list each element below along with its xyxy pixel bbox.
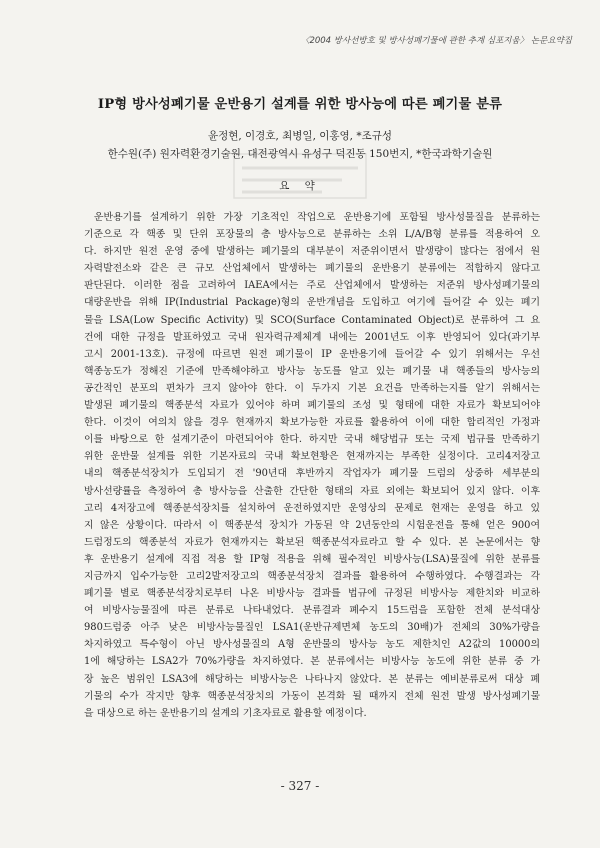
abstract-line: 을 대상으로 하는 운반용기의 설계의 기초자료로 활용할 예정이다.: [84, 707, 367, 719]
abstract-line: 지금까지 입수가능한 고리2발저장고의 핵종분석장치 결과를 활용하여 수행하였다. 수행결과는 각: [84, 570, 540, 582]
abstract-line: 물을 LSA(Low Specific Activity) 및 SCO(Surface Contaminated Object)로 분류하여 그 요: [84, 314, 540, 326]
author-list: 윤정현, 이경호, 최병일, 이홍영, *조규성: [207, 130, 393, 142]
abstract-line: 건에 대한 규정을 발표하였고 국내 원자력규제체계 내에는 2001년도 이후 반영되어 있다(과기부: [84, 331, 540, 343]
abstract-line: 차지하였고 특수형이 아닌 방사성물질의 A형 운반물의 방사능 농도 제한치인 A2값의 10000의: [84, 639, 540, 651]
abstract-line: 이를 바탕으로 한 설계기준이 마련되어야 한다. 하지만 국내 해당법규 또는 국제 법규를 만족하기: [84, 434, 540, 446]
abstract-heading: 요 약: [279, 180, 321, 192]
abstract-line: 980드럼중 아주 낮은 비방사능물질인 LSA1(운반규제면체 농도의 30배)가 전체의 30%가량을: [84, 622, 540, 634]
running-header: 〈2004 방사선방호 및 방사성폐기물에 관한 추계 심포지움〉 논문요약집: [300, 36, 572, 46]
author-affiliations: 한수원(주) 원자력환경기술원, 대전광역시 유성구 덕진동 150번지, *한국과학기술원: [107, 148, 493, 160]
abstract-line: 다. 하지만 원전 운영 중에 발생하는 폐기물의 대부분이 저준위이면서 발생량이 많다는 점에서 원: [84, 246, 540, 258]
abstract-line: 위한 운반물 설계를 위한 기본자료의 국내 확보현황은 현재까지는 부족한 실정이다. 고리4저장고: [84, 451, 540, 463]
abstract-line: 장 높은 범위인 LSA3에 해당하는 비방사능은 나타나지 않았다. 본 분류는 예비분류로써 대상 폐: [84, 673, 540, 685]
abstract-line: 한다. 이것이 여의치 않을 경우 현재까지 확보가능한 자료를 활용하여 이에 대한 합리적인 가정과: [84, 417, 540, 429]
abstract-line: 자력발전소와 같은 큰 규모 산업체에서 발생하는 폐기물의 운반용기 분류에는 적합하지 않다고: [84, 263, 540, 275]
abstract-line: 드럼정도의 핵종분석 자료가 현재까지는 확보된 핵종분석자료라고 할 수 있다. 본 논문에서는 향: [84, 536, 540, 548]
abstract-line: 핵종농도가 정해진 기준에 만족해야하고 방사능 농도를 알고 있는 폐기물 내 핵종들의 방사능의: [84, 365, 540, 377]
abstract-line: 기준으로 각 핵종 및 단위 포장물의 총 방사능으로 분류하는 소위 L/A/B형 분류를 적용하여 오: [84, 229, 540, 241]
abstract-line: 판단된다. 이러한 점을 고려하여 IAEA에서는 주로 산업체에서 발생하는 저준위 방사성폐기물의: [84, 280, 540, 292]
abstract-line: 1에 해당하는 LSA2가 70%가량을 차지하였다. 본 분류에서는 비방사능 농도에 위한 분류 중 가: [84, 656, 540, 668]
abstract-line: 방사선량률을 측정하여 총 방사능을 산출한 간단한 형태의 자료 외에는 확보되어 있지 않다. 이후: [84, 485, 540, 497]
abstract-line: 고시 2001-13호). 규정에 따르면 원전 폐기물이 IP 운반용기에 들어갈 수 있기 위해서는 우선: [84, 348, 540, 360]
abstract-line: 후 운반용기 설계에 직접 적용 할 IP형 적용을 위해 필수적인 비방사능(LSA)물질에 위한 분류를: [84, 553, 540, 565]
abstract-line: 대량운반을 위해 IP(Industrial Package)형의 운반개념을 도입하고 여기에 들어갈 수 있는 폐기: [84, 297, 540, 309]
page-number: - 327 -: [280, 779, 320, 793]
abstract-line: 폐기물 별로 핵종분석장치로부터 나온 비방사능 결과를 법규에 규정된 비방사능 제한치와 비교하: [84, 588, 540, 600]
paper-title: IP형 방사성폐기물 운반용기 설계를 위한 방사능에 따른 폐기물 분류: [97, 97, 503, 112]
abstract-line: 공간적인 분포의 편차가 크지 않아야 한다. 이 두가지 기본 요건을 만족하는지를 알기 위해서는: [84, 382, 540, 394]
abstract-body: [84, 209, 540, 722]
abstract-line: 발생된 폐기물의 핵종분석 자료가 있어야 하며 폐기물의 조성 및 형태에 대한 자료가 확보되어야: [84, 400, 540, 412]
abstract-line: 여 비방사능물질에 따른 분류로 나타내었다. 분류결과 폐수지 15드럼을 포함한 전체 분석대상: [84, 605, 540, 617]
abstract-line: 고리 4저장고에 핵종분석장치를 설치하여 운전하였지만 운영상의 문제로 현재는 운영을 하고 있: [84, 502, 540, 514]
abstract-line: 운반용기를 설계하기 위한 가장 기초적인 작업으로 운반용기에 포함될 방사성물질을 분류하는: [94, 212, 540, 223]
abstract-line: 내의 핵종분석장치가 도입되기 전 '90년대 후반까지 작업자가 폐기물 드럼의 상중하 세부분의: [84, 468, 540, 480]
abstract-line: 지 않은 상황이다. 따라서 이 핵종분석 장치가 가동된 약 2년동안의 시험운전을 통해 얻은 900여: [84, 519, 540, 531]
abstract-line: 기물의 수가 작지만 향후 핵종분석장치의 가동이 본격화 될 때까지 전체 원전 발생 방사성폐기물: [84, 690, 540, 702]
